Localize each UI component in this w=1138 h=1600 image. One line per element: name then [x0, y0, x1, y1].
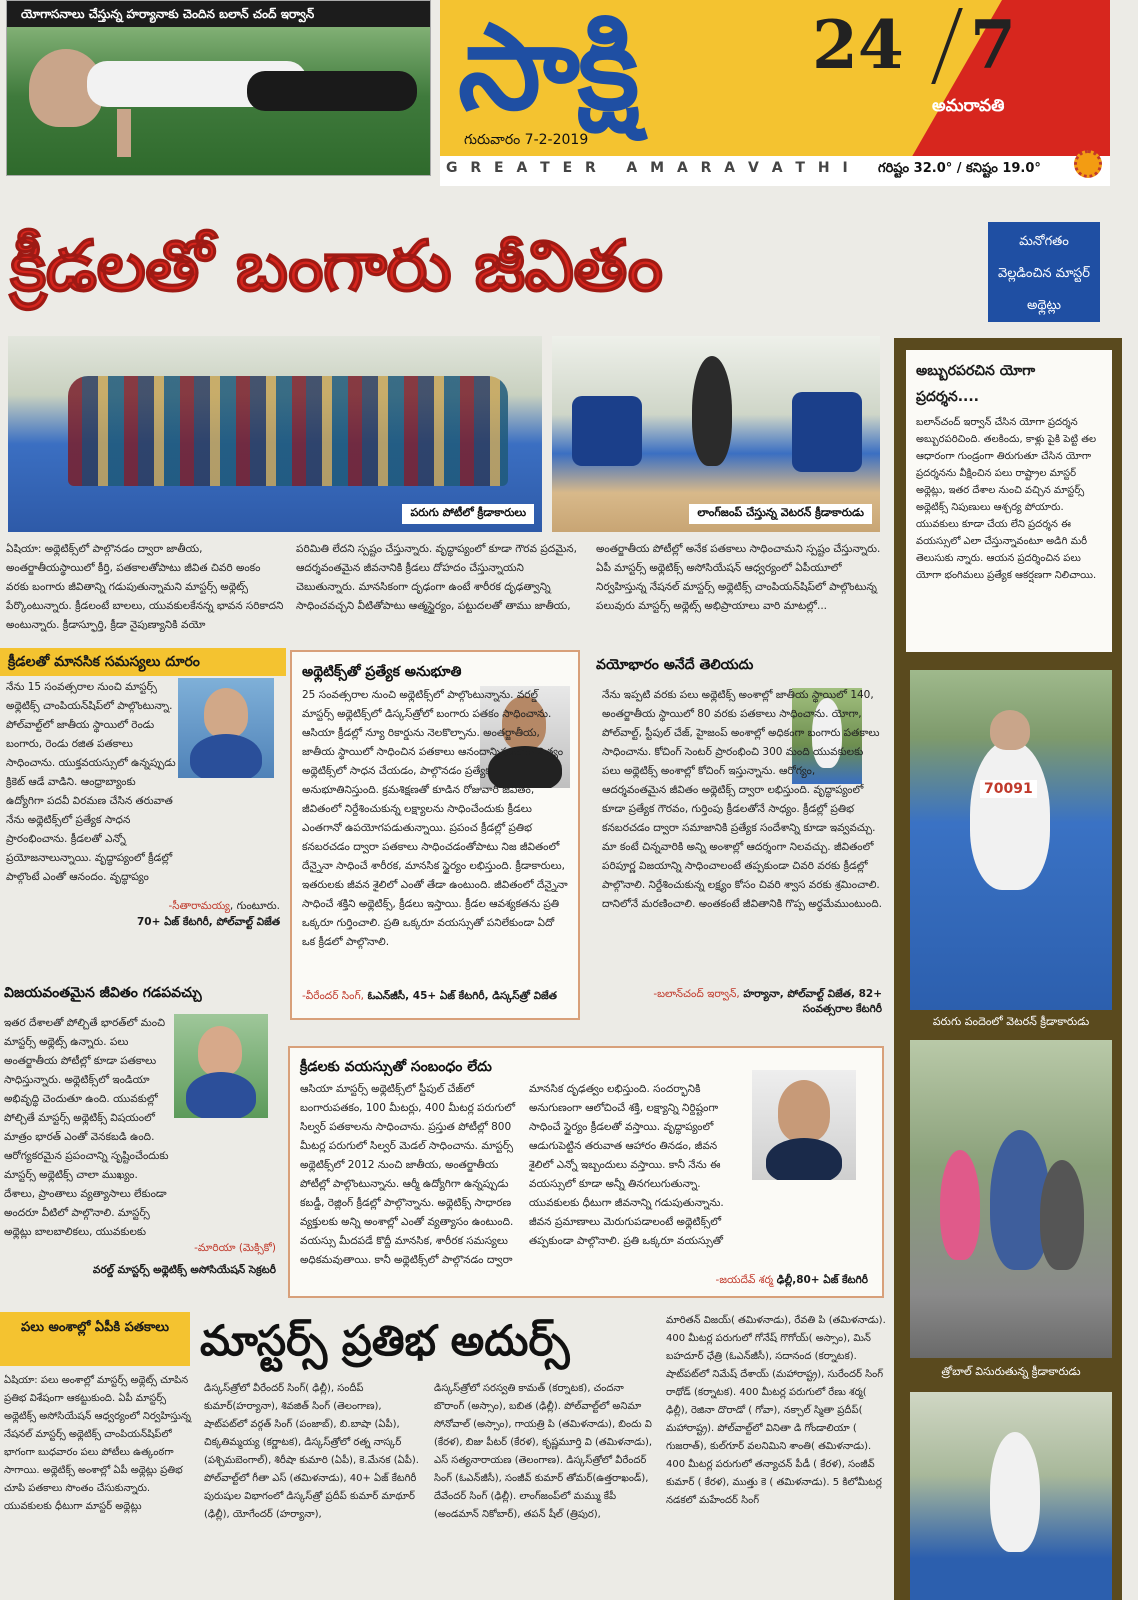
story3-signature: -బలాన్‌చంద్ ఇర్వాన్, — [653, 988, 740, 1000]
story3-body: నేను ఇప్పటి వరకు పలు అథ్లెటిక్స్ అంశాల్లో జాతీయ స్థాయిలో 140, అంతర్జాతీయ స్థాయిలో 80 వరకు పతకాలు సాధించాను. యోగా, పోల్‌వాల్ట్, స్టీపుల్ చేజ్, హైజంప్ అంశాల్లో అధికంగా బంగారు పతకాలు సాధించాను. కోచింగ్ సెంటర్ ప్రారంభించి 300 మంది యువకులకు పలు అథ్లెటిక్స్ అంశాల్లో కోచింగ్ ఇస్తున్నాను. ఆరోగ్యం, ఆదర్శవంతమైన జీవితం అథ్లెటిక్స్ ద్వారా లభిస్తుంది. వృద్ధాప్యంలో కూడా ప్రత్యేక గౌరవం, గుర్తింపు క్రీడలతోనే సాధ్యం. క్రీడల్లో ప్రతిభ కనబరచడం ద్వారా సమాజానికి ప్రత్యేక సందేశాన్ని కూడా ఇవ్వవచ్చు. మా కంటే చిన్నవారికి అన్ని అంశాల్లో ఆదర్శంగా నిలవచ్చు. జీవితంలో పరిపూర్ణ విజయాన్ని సాధించాలంటే తప్పకుండా చివరి వరకు క్రీడల్లో పాల్గొనాలి. నిర్దేశించుకున్న లక్ష్యం కోసం చివరి శ్వాస వరకు శ్రమించాలి. దానిలోనే మరణించాలి. అంతకంటే జీవితానికి గొప్ప అర్థమేముంటుంది. — [602, 689, 882, 910]
story1-body: నేను 15 సంవత్సరాల నుంచి మాస్టర్స్ అథ్లెటిక్స్ చాంపియన్‌షిప్‌లో పాల్గొంటున్నా. పోల్‌వాల్ట్‌లో జాతీయ స్థాయిలో రెండు బంగారు, రెండు రజిత పతకాలు సాధించాను. యుక్తవయస్సులో ఉన్నప్పుడు క్రికెట్ ఆడే వాడిని. ఆంధ్రాబ్యాంకు ఉద్యోగిగా పదవీ విరమణ చేసిన తరువాత నేను అథ్లెటిక్స్‌లో ప్రత్యేక సాధన ప్రారంభించాను. క్రీడలతో ఎన్నో ప్రయోజనాలున్నాయి. వృద్ధాప్యంలో క్రీడల్లో పాల్గొంటే ఎంతో ఆనందం. వృద్ధాప్యం — [6, 681, 176, 883]
story3 — [596, 650, 886, 1030]
bottom-col-4: మారితన్ విజయ్( తమిళనాడు), రేవతి పి (తమిళనాడు). 400 మీటర్ల పరుగులో గోనేష్ గొగోయ్( అస్సాం), మిన్ బహదూర్ ఛేత్రి (ఓఎన్‌జీసీ), సదానంద (కర్నాటక). షాట్‌పట్‌లో నిమేష్ దేశాయ్ (మహారాష్ట్ర), సురేందర్ సింగ్ రాథోడ్ (కర్నాటక). 400 మీటర్ల పరుగులో రేణు శర్మ( ఢిల్లీ), రెజినా దొరాడో ( గోవా), నక్చాల్ స్మితా ప్రదీప్( మహారాష్ట్ర). పోల్‌వాల్ట్‌లో వినితా డి గోండాలియా ( గుజరాత్), కుల్‌గూర్ వలనిమిని శాంతి( తమిళనాడు). 400 మీటర్ల పరుగులో తన్యాచన్ పీడీ ( కేరళ), సంజీవ్ కుమార్ ( కేరళ), ముత్తు కె ( తమిళనాడు). 5 కిలోమీటర్ల నడకలో మహేందర్ సింగ్ — [666, 1315, 886, 1506]
race-caption: పరుగు పోటీలో క్రీడాకారులు — [402, 504, 534, 524]
main-headline: క్రీడలతో బంగారు జీవితం — [10, 225, 663, 307]
bottom-headline: మాస్టర్స్ ప్రతిభ అదుర్స్ — [200, 1316, 570, 1365]
story4-category: వరల్డ్ మాస్టర్స్ అథ్లెటిక్స్ అసోసియేషన్ సెక్రటరీ — [92, 1264, 276, 1276]
masthead-banner — [440, 0, 1110, 186]
story1-portrait — [178, 678, 274, 778]
bottom-right-photo — [910, 1392, 1112, 1600]
intro-col-3: అంతర్జాతీయ పోటీల్లో అనేక పతకాలు సాధించామని స్పష్టం చేస్తున్నారు. ఏపీ మాస్టర్స్ అథ్లెటిక్స్ అసోసియేషన్ ఆధ్వర్యంలో ఏపీయూలో నిర్వహిస్తున్న నేషనల్ మాస్టర్స్ అథ్లెటిక్స్ చాంపియన్‌షిప్‌లో పాల్గొంటున్న పలువురు మాస్టర్స్ అథ్లెట్స్ అభిప్రాయాలు వారి మాటల్లో... — [596, 543, 881, 612]
story4 — [0, 978, 282, 1290]
intro-col-2: పరిమితి లేదని స్పష్టం చేస్తున్నారు. వృద్ధాప్యంలో కూడా గౌరవ ప్రదమైన, ఆదర్శవంతమైన జీవనానికి క్రీడలు దోహదం చేస్తున్నాయని చెబుతున్నారు. మానసికంగా దృఢంగా ఉంటే శారీరక దృఢత్వాన్ని సాధించవచ్చని వీటితోపాటు ఆత్మస్థైర్యం, పట్టుదలతో తాము జాతీయ, — [296, 543, 578, 612]
sidebar-yoga-box — [906, 350, 1112, 652]
story5-signature: -జయదేవ్ శర్మ — [715, 1274, 774, 1286]
sidebar-title: అబ్బురపరచిన యోగా ప్రదర్శన.... — [916, 363, 1036, 405]
story2-category: ఓఎన్‌జీసీ, 45+ ఏజ్ కేటగిరీ, డిస్కస్‌త్రో విజేత — [363, 990, 557, 1002]
story2 — [290, 650, 580, 1020]
story5-body: ఆసియా మాస్టర్స్ అథ్లెటిక్స్‌లో స్టీపుల్ చేజ్‌లో బంగారుపతకం, 100 మీటర్లు, 400 మీటర్ల పరుగులో సిల్వర్ పతకాలను సాధించాను. ప్రస్తుత పోటీల్లో 800 మీటర్ల పరుగులో సిల్వర్ మెడల్ సాధించాను. మాస్టర్స్ అథ్లెటిక్స్‌లో 2012 నుంచి జాతీయ, అంతర్జాతీయ పోటీల్లో పాల్గొంటున్నాను. ఆర్మీ ఉద్యోగిగా ఉన్నప్పుడు కబడ్డీ, రెజ్లింగ్ క్రీడల్లో పాల్గొన్నాను. అథ్లెటిక్స్ సాధారణ వ్యక్తులకు అన్ని అంశాల్లో ఎంతో వ్యత్యాసం ఉంటుంది. వయస్సు మీదపడే కొద్దీ మానసిక, శారీరక సమస్యలు అధికమవుతాయి. కానీ అథ్లెటిక్స్‌లో పాల్గొనడం ద్వారా మానసిక దృఢత్వం లభిస్తుంది. సందర్భానికి అనుగుణంగా ఆలోచించే శక్తి, లక్ష్యాన్ని నిర్దిష్టంగా సాధించే స్థైర్యం క్రీడలతో వస్తాయి. వృద్ధాప్యంలో ఆడుగుపెట్టిన తరువాత ఆహారం తినడం, జీవన శైలిలో ఎన్నో ఇబ్బందులు వస్తాయి. కానీ నేను ఈ వయస్సులో కూడా అన్నీ తినగలుగుతున్నా. యువకులకు ధీటుగా జీవనాన్ని గడుపుతున్నాను. జీవన ప్రమాణాలు మెరుగుపడాలంటే అథ్లెటిక్స్‌లో తప్పకుండా పాల్గొనాలి. ప్రతి ఒక్కరూ వయస్సుతో — [300, 1083, 724, 1266]
edition-number-24: 24 — [812, 6, 904, 84]
story3-category: హర్యానా, పోల్‌వాల్ట్ విజేత, 82+ సంవత్సరాల కేటగిరీ — [739, 988, 882, 1015]
edition-city: అమరావతి — [932, 96, 1005, 116]
bottom-col-3: డిస్కస్‌త్రోలో సరస్వతి కామత్ (కర్నాటక), చందనా బొరాంగ్ (అస్సాం), బబిత (ఢిల్లీ). పోల్‌వాల్ట్‌లో అనిమా సోనోవాల్ (అస్సాం), గాయత్రి పి (తమిళనాడు), బిందు వి (కేరళ), బిజు పీటర్ (కేరళ), కృష్ణమూర్తి వి (తమిళనాడు), ఎస్ సత్యనారాయణ (తెలంగాణ). డిస్కస్‌త్రోలో వీరేందర్ సింగ్ (ఓఎన్‌జీసీ), సంజీవ్ కుమార్ తోమర్(ఉత్తరాఖండ్), దేవేందర్ సింగ్ (ఢిల్లీ). లాంగ్‌జంప్‌లో మమ్ము కేపీ (అండమాన్ నికోబార్), తపన్ షీల్ (త్రిపుర), — [434, 1383, 653, 1520]
intro-col-1: ఏషియా: అథ్లెటిక్స్‌లో పాల్గొనడం ద్వారా జాతీయ, అంతర్జాతీయస్థాయిలో కీర్తి, పతకాలతోపాటు జీవిత చివరి అంకం వరకు బంగారు జీవితాన్ని గడుపుతున్నామని మాస్టర్స్ అథ్లెట్స్ పేర్కొంటున్నారు. క్రీడలంటే బాలలు, యువకులకేనన్న భావన సరికాదని అంటున్నారు. క్రీడాస్ఫూర్తి, క్రీడా నైపుణ్యానికి వయో — [6, 543, 284, 631]
story4-place: (మెక్సికో) — [235, 1242, 276, 1254]
longjump-caption: లాంగ్‌జంప్ చేస్తున్న వెటరన్ క్రీడాకారుడు — [689, 504, 872, 524]
masthead-photo — [6, 0, 431, 176]
bottom-col-1: ఏషియా: పలు అంశాల్లో మాస్టర్స్ అథ్లెట్స్ చూపిన ప్రతిభ విశేషంగా ఆకట్టుకుంది. ఏపీ మాస్టర్స్ అథ్లెటిక్స్ అసోసియేషన్ ఆధ్వర్యంలో నిర్వహిస్తున్న నేషనల్ మాస్టర్స్ అథ్లెటిక్స్ చాంపియన్‌షిప్‌లో భాగంగా బుధవారం పలు పోటీలు ఉత్కంఠగా సాగాయి. అథ్లెటిక్స్ అంశాల్లో ఏపీ అథ్లెట్లు ప్రతిభ చూపి పతకాలు సొంతం చేసుకున్నారు. యువకులకు ధీటుగా మాస్టర్ అథ్లెట్లు — [4, 1375, 191, 1512]
story1-category: 70+ ఏజ్ కేటగిరీ, పోల్‌వాల్ట్ విజేత — [137, 916, 280, 928]
sun-icon — [1074, 150, 1102, 178]
sidebar-body: బలాన్‌చంద్ ఇర్వాన్ చేసిన యోగా ప్రదర్శన అబ్బురపరిచింది. తలకిందు, కాళ్లు పైకి పెట్టి తల ఆధారంగా గుండ్రంగా తిరుగుతూ చేసిన యోగా ప్రదర్శనను వీక్షించిన పలు రాష్ట్రాల మాస్టర్ అథ్లెట్లు, ఇతర దేశాల నుంచి వచ్చిన మాస్టర్స్ అథ్లెటిక్స్ నిపుణులు ఆశ్చర్య పోయారు. యువకులు కూడా చేయ లేని ప్రదర్శన ఈ వయస్సులో ఎలా చేస్తున్నావంటూ అడిగి మరీ తెలుసుకు న్నారు. ఆయన ప్రదర్శించిన పలు యోగా భంగిమలు ప్రత్యేక ఆకర్షణగా నిలిచాయి. — [916, 417, 1097, 581]
story2-title: అథ్లెటిక్స్‌తో ప్రత్యేక అనుభూతి — [302, 664, 462, 680]
paper-name-logo: సాక్షి — [458, 0, 638, 136]
runner-bib: 70091 — [980, 780, 1037, 798]
runner-caption: పరుగు పందెంలో వెటరన్ క్రీడాకారుడు — [932, 1015, 1090, 1028]
bottom-kicker: పలు అంశాల్లో ఏపీకి పతకాలు — [0, 1312, 190, 1366]
edition-number-7: 7 — [970, 6, 1016, 84]
story4-title: విజయవంతమైన జీవితం గడపవచ్చు — [4, 985, 202, 1001]
weather-readout: గరిష్టం 32.0° / కనిష్టం 19.0° — [878, 161, 1041, 176]
story1-place: , గుంటూరు. — [229, 900, 280, 912]
shotput-photo — [910, 1040, 1112, 1358]
runner-photo — [910, 670, 1112, 1010]
story5 — [288, 1046, 884, 1298]
story3-title: వయోభారం అనేదే తెలియదు — [596, 657, 754, 673]
story5-portrait — [752, 1070, 856, 1180]
story4-portrait — [174, 1014, 268, 1118]
bottom-col-2: డిస్కస్‌త్రోలో వీరేందర్ సింగ్( ఢిల్లీ), సందీప్ కుమార్(హర్యానా), శివజిత్ సింగ్ (తెలంగాణ), షాట్‌పట్‌లో వర్గత్ సింగ్ (పంజాబ్), బి.బాషా (ఏపీ), చిక్కతిమ్మయ్య (కర్ణాటక), డిస్కస్‌త్రోలో రత్న నాస్కర్ (పశ్చిమబెంగాల్), శిరీషా కుమారి (ఏపీ), కె.మేనక (ఏపీ). పోల్‌వాల్ట్‌లో గీతా ఎస్ (తమిళనాడు), 40+ ఏజ్ కేటగిరీ పురుషుల విభాగంలో డిస్కస్‌త్రో ప్రదీప్ కుమార్ మాథూర్ (ఢిల్లీ), యోగేందర్ (హర్యానా), — [204, 1383, 419, 1520]
story1-title: క్రీడలతో మానసిక సమస్యలు దూరం — [0, 648, 286, 676]
issue-date: గురువారం 7-2-2019 — [464, 132, 589, 148]
masthead-photo-caption: యోగాసనాలు చేస్తున్న హర్యానాకు చెందిన బలాన్ చంద్ ఇర్వాన్ — [7, 1, 430, 27]
story5-title: క్రీడలకు వయస్సుతో సంబంధం లేదు — [300, 1059, 492, 1075]
race-photo — [8, 336, 542, 532]
headline-kicker: మనోగతం వెల్లడించిన మాస్టర్ అథ్లెట్లు — [988, 222, 1100, 322]
story5-category: ఢిల్లీ,80+ ఏజ్ కేటగిరీ — [773, 1274, 868, 1286]
longjump-photo — [552, 336, 880, 532]
story2-signature: -వీరేందర్ సింగ్, — [302, 990, 364, 1002]
story4-signature: -మారియా — [194, 1242, 236, 1254]
story1 — [0, 648, 286, 948]
story4-body: ఇతర దేశాలతో పోల్చితే భారత్‌లో మంచి మాస్టర్స్ అథ్లెట్స్ ఉన్నారు. పలు అంతర్జాతీయ పోటీల్లో కూడా పతకాలు సాధిస్తున్నారు. అథ్లెటిక్స్‌లో ఇండియా అభివృద్ధి చెందుతూ ఉంది. యువకుల్లో పోల్చితే మాస్టర్స్ అథ్లెటిక్స్ విషయంలో మాత్రం భారత్ ఎంతో వెనకబడి ఉంది. ఆరోగ్యకరమైన ప్రపంచాన్ని సృష్టించేందుకు మాస్టర్స్ అథ్లెటిక్స్ చాలా ముఖ్యం. దేశాలు, ప్రాంతాలు వ్యత్యాసాలు లేకుండా అందరూ వీటిలో పాల్గొనాలి. మాస్టర్స్ అథ్లెట్లు బాలబాలికలు, యువకులకు — [4, 1017, 169, 1238]
story1-signature: -సీతారామయ్య — [168, 900, 230, 912]
shotput-caption: త్రోబాల్ విసురుతున్న క్రీడాకారుడు — [941, 1365, 1081, 1378]
story2-body: 25 సంవత్సరాల నుంచి అథ్లెటిక్స్‌లో పాల్గొంటున్నాను. వరల్డ్ మాస్టర్స్ అథ్లెటిక్స్‌లో డిస్కస్‌త్రోలో బంగారు పతకం సాధించాను. ఆసియా క్రీడల్లో న్యూ రికార్డును నెలకొల్పాను. అంతర్జాతీయ, జాతీయ స్థాయిలో సాధించిన పతకాలు ఆనందాన్నిస్తుండగా నిత్యం అథ్లెటిక్స్‌లో సాధన చేయడం, పాల్గొనడం ప్రత్యేక అనుభూతినిస్తుంది. క్రమశిక్షణతో కూడిన రోజువారీ జీవితం, జీవితంలో నిర్దేశించుకున్న లక్ష్యాలను సాధించేందుకు క్రీడలు ఎంతగానో ఉపయోగపడుతున్నాయి. ప్రపంచ క్రీడల్లో ప్రతిభ కనబరచడం ద్వారా పతకాలు సాధించడంతోపాటు నిజ జీవితంలో దేన్నైనా సాధించే శారీరక, మానసిక స్థైర్యం లభిస్తుంది. క్రీడాకారులు, ఇతరులకు జీవన శైలిలో ఎంతో తేడా ఉంటుంది. జీవితంలో దేన్నైనా సాధించే శక్తిని అథ్లెటిక్స్, క్రీడలు ఇస్తాయి. క్రీడల ఆవశ్యకతను ప్రతి ఒక్కరూ గుర్తించాలి. ప్రతి ఒక్కరూ వయస్సుతో పనిలేకుండా ఏదో ఒక క్రీడలో పాల్గొనాలి. — [302, 689, 568, 948]
region-strip: G R E A T E R A M A R A V A T H I — [446, 160, 852, 176]
